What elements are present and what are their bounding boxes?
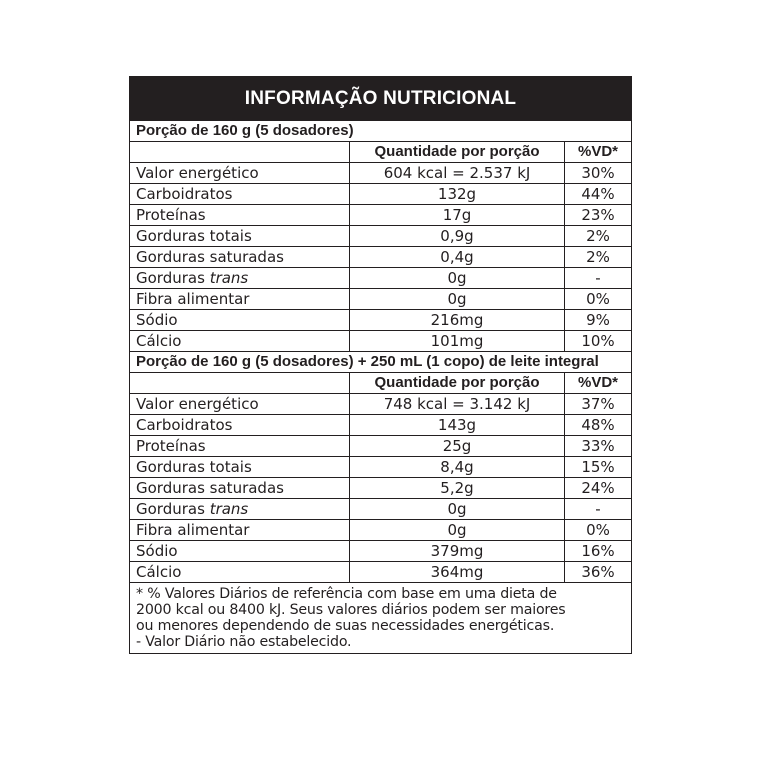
daily-value-column-header: %VD* xyxy=(577,374,618,391)
quantity-cell: 0,4g xyxy=(350,247,565,267)
daily-value-cell: 2% xyxy=(586,248,610,266)
nutrient-name: Gorduras saturadas xyxy=(130,478,350,498)
quantity-cell: 0g xyxy=(350,289,565,309)
table-row xyxy=(130,477,631,498)
nutrient-name: Proteínas xyxy=(130,436,350,456)
quantity-cell: 379mg xyxy=(350,541,565,561)
table-row xyxy=(130,267,631,288)
table-row xyxy=(130,519,631,540)
footnote-line: - Valor Diário não estabelecido. xyxy=(136,634,352,650)
column-header-row xyxy=(130,141,631,162)
table-row xyxy=(130,246,631,267)
table-row xyxy=(130,288,631,309)
daily-value-column-header: %VD* xyxy=(577,143,618,160)
nutrient-name: Valor energético xyxy=(130,394,350,414)
table-row xyxy=(130,435,631,456)
table-row xyxy=(130,456,631,477)
nutrient-name: Gorduras totais xyxy=(130,457,350,477)
daily-value-cell: 0% xyxy=(586,521,610,539)
daily-value-cell: 10% xyxy=(581,332,615,350)
daily-value-cell: 37% xyxy=(581,395,615,413)
nutrient-name-italic: trans xyxy=(209,269,249,287)
daily-value-cell: 36% xyxy=(581,563,615,581)
table-row xyxy=(130,561,631,582)
quantity-cell: 0,9g xyxy=(350,226,565,246)
nutrient-name: Cálcio xyxy=(130,331,350,351)
table-row xyxy=(130,393,631,414)
footnote-line: ou menores dependendo de suas necessidades energéticas. xyxy=(136,618,555,634)
header-empty-cell xyxy=(130,142,350,162)
daily-value-cell: 15% xyxy=(581,458,615,476)
nutrient-name: Proteínas xyxy=(130,205,350,225)
table-row xyxy=(130,414,631,435)
nutrient-name: Fibra alimentar xyxy=(130,289,350,309)
quantity-cell: 17g xyxy=(350,205,565,225)
quantity-cell: 0g xyxy=(350,520,565,540)
table-row xyxy=(130,498,631,519)
daily-value-cell: 24% xyxy=(581,479,615,497)
header-empty-cell xyxy=(130,373,350,393)
quantity-cell: 216mg xyxy=(350,310,565,330)
daily-value-cell: - xyxy=(595,269,601,287)
footnote xyxy=(130,582,631,653)
nutrient-name: Gorduras saturadas xyxy=(130,247,350,267)
quantity-column-header: Quantidade por porção xyxy=(350,373,565,393)
footnote-line: 2000 kcal ou 8400 kJ. Seus valores diários podem ser maiores xyxy=(136,602,566,618)
nutrient-rows xyxy=(130,393,631,582)
quantity-cell: 0g xyxy=(350,499,565,519)
table-row xyxy=(130,330,631,351)
footnote-line: * % Valores Diários de referência com base em uma dieta de xyxy=(136,586,557,602)
daily-value-cell: 0% xyxy=(586,290,610,308)
table-row xyxy=(130,162,631,183)
daily-value-cell: 2% xyxy=(586,227,610,245)
daily-value-cell: - xyxy=(595,500,601,518)
quantity-cell: 132g xyxy=(350,184,565,204)
quantity-cell: 8,4g xyxy=(350,457,565,477)
daily-value-cell: 33% xyxy=(581,437,615,455)
nutrient-name: Sódio xyxy=(130,541,350,561)
nutrient-name: Fibra alimentar xyxy=(130,520,350,540)
nutrient-name: Carboidratos xyxy=(130,184,350,204)
nutrient-name: Gorduras totais xyxy=(130,226,350,246)
nutrition-facts-table xyxy=(129,76,632,654)
daily-value-cell: 9% xyxy=(586,311,610,329)
table-row xyxy=(130,540,631,561)
nutrient-name: Valor energético xyxy=(130,163,350,183)
nutrient-name xyxy=(130,268,350,288)
serving-size-heading: Porção de 160 g (5 dosadores) xyxy=(130,120,631,141)
column-header-row xyxy=(130,372,631,393)
daily-value-cell: 23% xyxy=(581,206,615,224)
quantity-cell: 25g xyxy=(350,436,565,456)
nutrient-name: Cálcio xyxy=(130,562,350,582)
quantity-cell: 5,2g xyxy=(350,478,565,498)
table-row xyxy=(130,225,631,246)
daily-value-cell: 48% xyxy=(581,416,615,434)
nutrient-name-prefix: Gorduras xyxy=(136,500,210,518)
quantity-column-header: Quantidade por porção xyxy=(350,142,565,162)
nutrient-name: Carboidratos xyxy=(130,415,350,435)
quantity-cell: 748 kcal = 3.142 kJ xyxy=(350,394,565,414)
nutrient-rows xyxy=(130,162,631,351)
table-row xyxy=(130,309,631,330)
nutrient-name-italic: trans xyxy=(209,500,249,518)
nutrient-name-prefix: Gorduras xyxy=(136,269,210,287)
quantity-cell: 143g xyxy=(350,415,565,435)
quantity-cell: 604 kcal = 2.537 kJ xyxy=(350,163,565,183)
quantity-cell: 0g xyxy=(350,268,565,288)
table-row xyxy=(130,204,631,225)
quantity-cell: 101mg xyxy=(350,331,565,351)
quantity-cell: 364mg xyxy=(350,562,565,582)
table-title: INFORMAÇÃO NUTRICIONAL xyxy=(130,77,631,120)
serving-with-milk-heading: Porção de 160 g (5 dosadores) + 250 mL (1 copo) de leite integral xyxy=(130,351,631,372)
table-row xyxy=(130,183,631,204)
daily-value-cell: 30% xyxy=(581,164,615,182)
nutrient-name: Sódio xyxy=(130,310,350,330)
daily-value-cell: 44% xyxy=(581,185,615,203)
nutrient-name xyxy=(130,499,350,519)
daily-value-cell: 16% xyxy=(581,542,615,560)
